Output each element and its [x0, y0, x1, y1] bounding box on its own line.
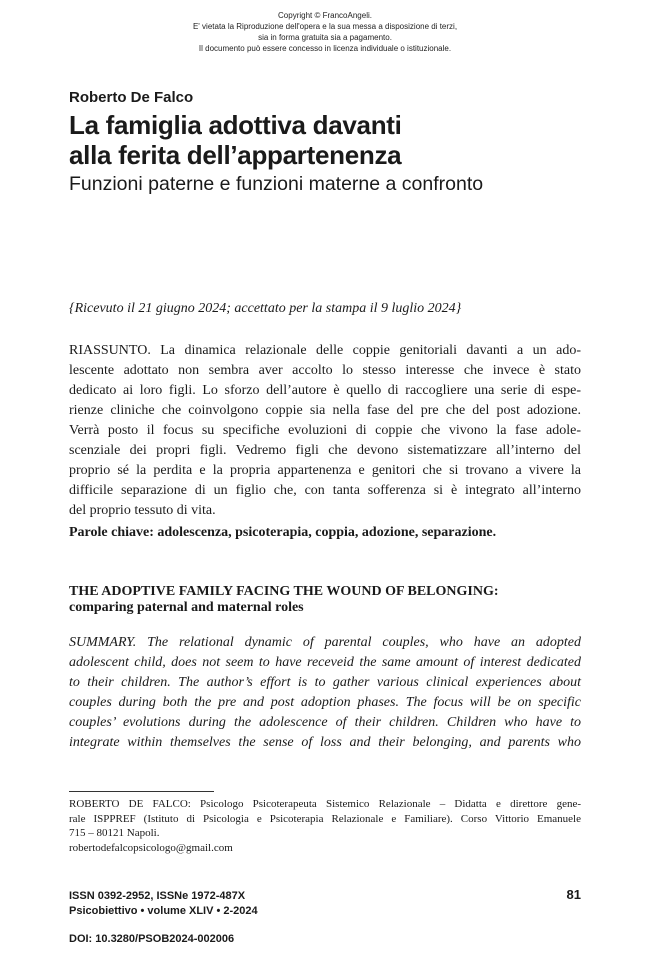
- abstract-line: RIASSUNTO. La dinamica relazionale delle coppie genitoriali davanti a un ado-: [69, 343, 581, 358]
- journal-volume: Psicobiettivo • volume XLIV • 2-2024: [69, 905, 258, 917]
- footnote-line: rale ISPPREF (Istituto di Psicologia e Psicoterapia Relazionale e Familiare). Corso Vittorio Emanuele: [69, 812, 581, 825]
- author-email: robertodefalcopsicologo@gmail.com: [69, 841, 233, 854]
- abstract-line: del proprio tessuto di vita.: [69, 503, 216, 518]
- copyright-line: Copyright © FrancoAngeli.: [278, 11, 372, 20]
- summary-line: integrate within themselves the sense of loss and their belonging, and parents who: [69, 735, 581, 750]
- abstract-line: lescente adottato non sembra aver accolto lo stesso interesse che invece è stato: [69, 363, 581, 378]
- summary-line: couples’ evolutions during the adolescence of their children. Children who have to: [69, 715, 581, 730]
- author-name: Roberto De Falco: [69, 89, 194, 106]
- footnote-divider: [69, 791, 214, 792]
- footnote-line: 715 – 80121 Napoli.: [69, 827, 160, 839]
- copyright-notice: [0, 10, 650, 54]
- summary-line: couples during both the pre and post adoption phases. The focus will be on specific: [69, 695, 581, 710]
- abstract-italian: [69, 341, 581, 521]
- journal-info: [69, 889, 258, 919]
- received-dates: {Ricevuto il 21 giugno 2024; accettato per la stampa il 9 luglio 2024}: [69, 301, 462, 316]
- article-title: [69, 110, 609, 170]
- footnote-line: ROBERTO DE FALCO: Psicologo Psicoterapeuta Sistemico Relazionale – Didatta e direttore gene-: [69, 798, 581, 810]
- abstract-line: rienze cliniche che coinvolgono coppie sia nella fase del pre che del post adozione.: [69, 403, 581, 418]
- copyright-line: sia in forma gratuita sia a pagamento.: [258, 33, 392, 42]
- summary-line: SUMMARY. The relational dynamic of parental couples, who have an adopted: [69, 635, 581, 650]
- abstract-line: Verrà posto il focus su specifiche evoluzioni di coppie che vivono la fase adole-: [69, 423, 581, 438]
- issn: ISSN 0392-2952, ISSNe 1972-487X: [69, 890, 246, 902]
- copyright-line: Il documento può essere concesso in licenza individuale o istituzionale.: [198, 44, 452, 53]
- abstract-line: scenziale dei propri figli. Vedremo figli che devono sistematizzare all’interno del: [69, 443, 581, 458]
- title-line: La famiglia adottiva davanti: [69, 110, 402, 140]
- copyright-line: E' vietata la Riproduzione dell'opera e la sua messa a disposizione di terzi,: [192, 22, 458, 31]
- summary-line: to their children. The author’s effort is to gather various clinical experiences about: [69, 675, 581, 690]
- summary-line: adolescent child, does not seem to have receveid the same amount of interest dedicated: [69, 655, 581, 670]
- page-number: 81: [566, 887, 581, 902]
- english-title: THE ADOPTIVE FAMILY FACING THE WOUND OF BELONGING:: [69, 584, 499, 599]
- abstract-line: proprio sé la perdita e la propria appartenenza e genitori che si trovano a vivere la: [69, 463, 581, 478]
- english-subtitle: comparing paternal and maternal roles: [69, 600, 304, 615]
- summary-english: [69, 633, 581, 753]
- keywords: Parole chiave: adolescenza, psicoterapia, coppia, adozione, separazione.: [69, 525, 497, 540]
- doi: DOI: 10.3280/PSOB2024-002006: [69, 933, 235, 945]
- title-line: alla ferita dell’appartenenza: [69, 140, 402, 170]
- article-subtitle: Funzioni paterne e funzioni materne a confronto: [69, 173, 484, 195]
- abstract-line: difficile separazione di un figlio che, con tanta sofferenza si è integrato all’interno: [69, 483, 581, 498]
- abstract-line: dedicato ai loro figli. Lo sforzo dell’autore è quello di raccogliere una serie di espe-: [69, 383, 581, 398]
- author-footnote: [69, 797, 581, 855]
